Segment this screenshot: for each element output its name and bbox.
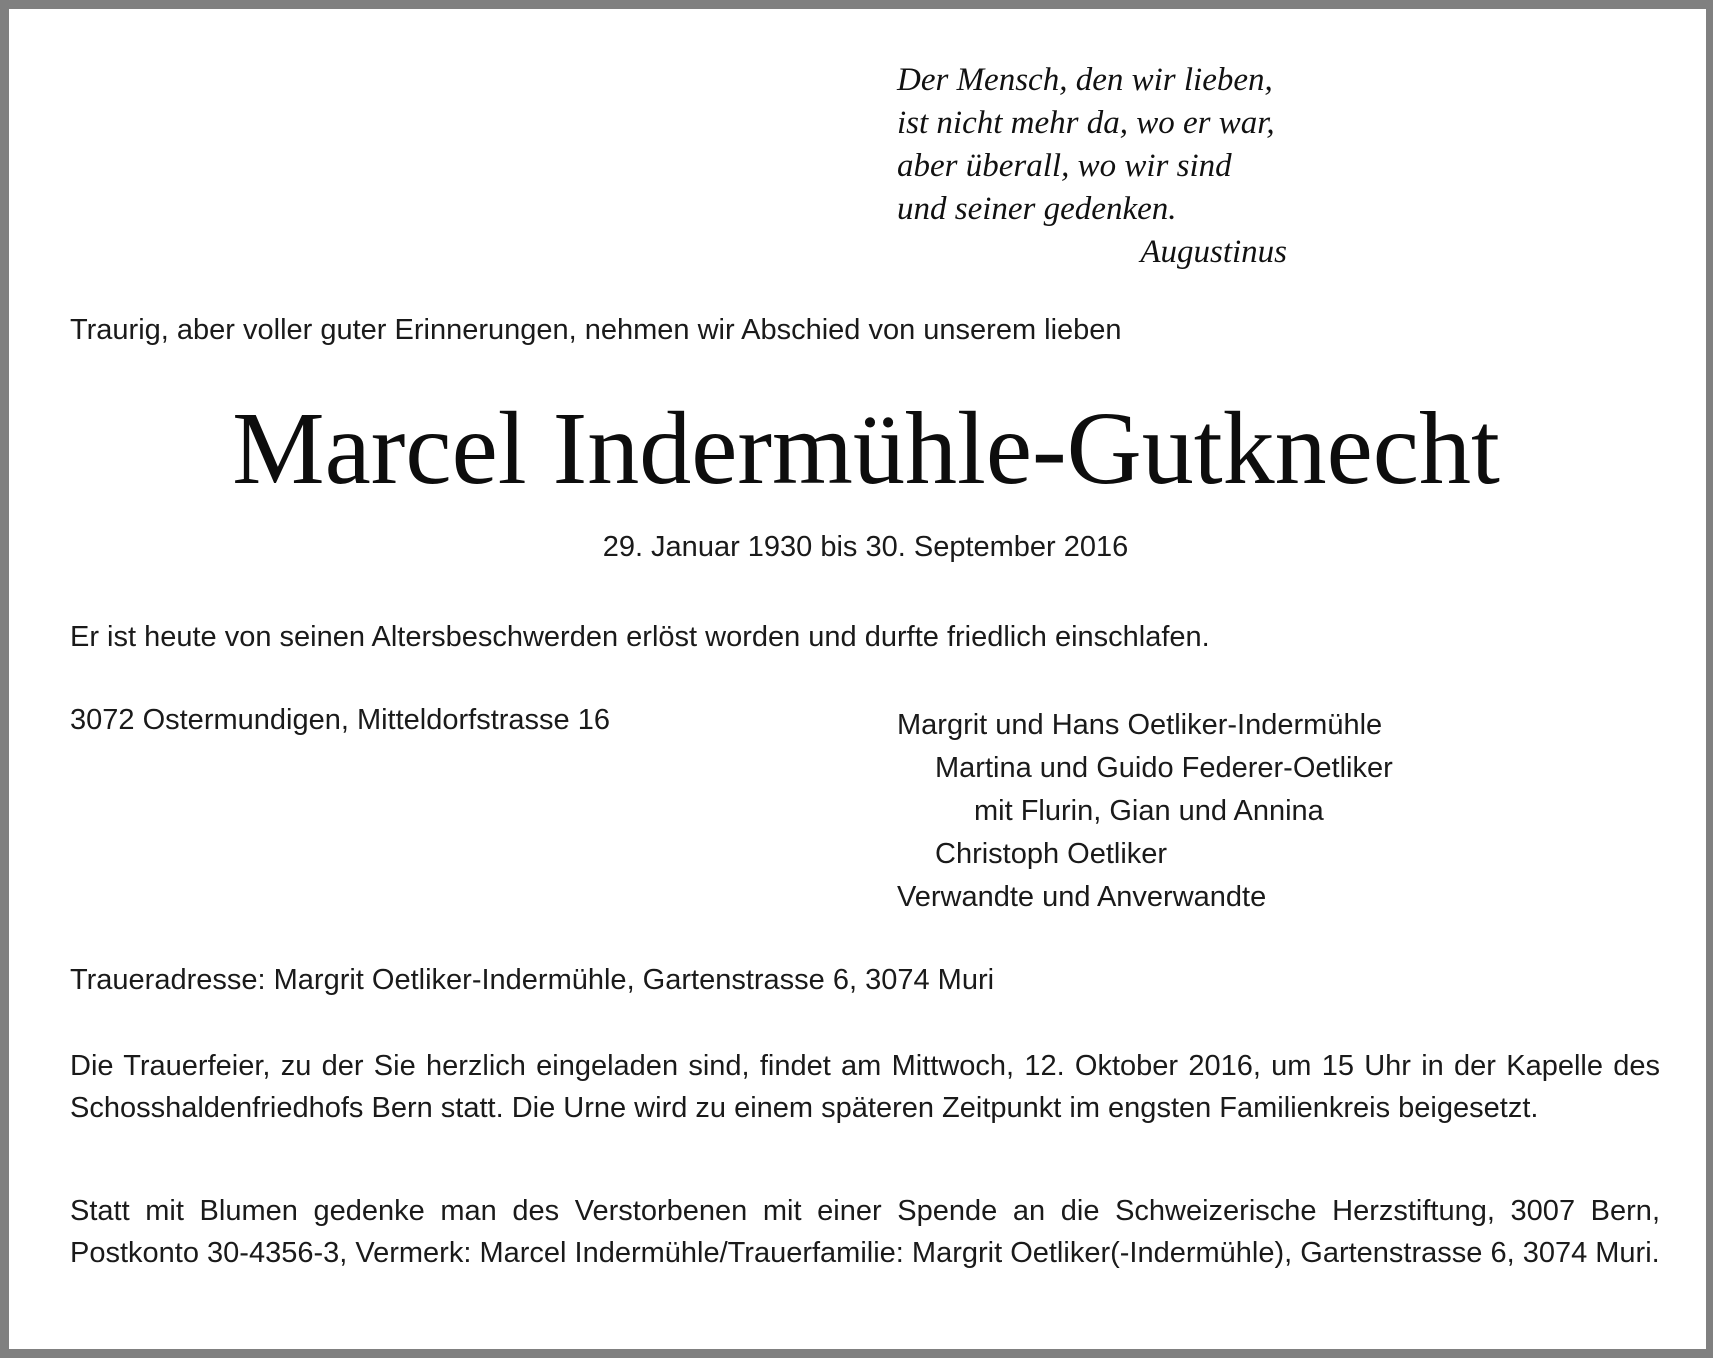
quote-author: Augustinus [1140,234,1287,270]
family-member: Martina und Guido Federer-Oetliker [935,752,1393,784]
family-member: Verwandte und Anverwandte [897,881,1267,913]
family-member: mit Flurin, Gian und Annina [974,795,1324,827]
deceased-name: Marcel Indermühle-Gutknecht [232,391,1500,506]
quote-line: aber überall, wo wir sind [897,148,1232,184]
quote-line: ist nicht mehr da, wo er war, [897,105,1275,141]
relief-statement: Er ist heute von seinen Altersbeschwerden erlöst worden und durfte friedlich einschlafen. [70,621,1210,653]
life-dates: 29. Januar 1930 bis 30. September 2016 [602,531,1129,563]
quote-line: Der Mensch, den wir lieben, [897,62,1273,98]
ceremony-paragraph: Die Trauerfeier, zu der Sie herzlich eingeladen sind, findet am Mittwoch, 12. Oktober 2016, um 15 Uhr in der Kapelle des Schosshaldenfriedhofs Bern statt. Die Urne wird zu einem späteren Zeitpunkt im engsten Familienkreis beigesetzt. [70,1050,1660,1124]
donation-paragraph: Statt mit Blumen gedenke man des Verstorbenen mit einer Spende an die Schweizerische Herzstiftung, 3007 Bern, Postkonto 30-4356-3, Vermerk: Marcel Indermühle/Trauerfamilie: Margrit Oetliker(-Indermühle), Gartenstrasse 6, 3074 Muri. [70,1195,1660,1269]
family-member: Margrit und Hans Oetliker-Indermühle [897,709,1383,741]
family-member: Christoph Oetliker [935,838,1168,870]
family-list [897,704,1393,919]
epigraph-quote [897,59,1287,274]
intro-text: Traurig, aber voller guter Erinnerungen, nehmen wir Abschied von unserem lieben [70,314,1122,346]
mourning-address: Traueradresse: Margrit Oetliker-Indermühle, Gartenstrasse 6, 3074 Muri [70,964,995,996]
quote-line: und seiner gedenken. [897,191,1177,227]
residence-address: 3072 Ostermundigen, Mitteldorfstrasse 16 [70,704,610,736]
